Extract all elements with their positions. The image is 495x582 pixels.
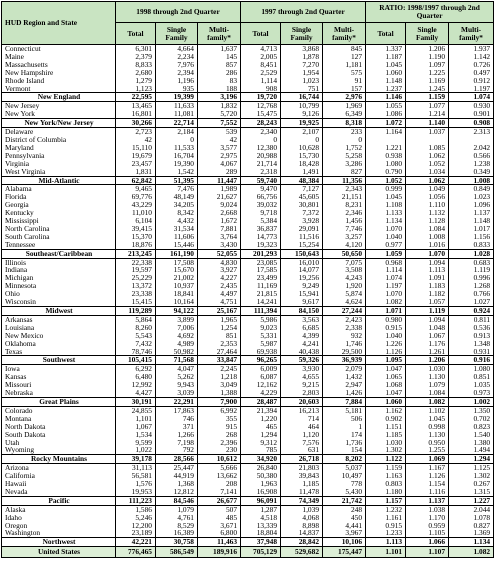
state-values-col-1: 17,508 15,670 21,002 10,937 18,841 10,164 [156,258,198,306]
state-names: Arkansas Louisiana New Mexico Oklahoma Texas [2,315,116,356]
region-subtotal-value: 33,847 [198,356,241,365]
region-subtotal-value: 62,842 [116,176,156,185]
state-values-col-6: 1.337 1.187 1.045 1.060 1.148 1.237 [366,45,406,93]
state-values-col-8: 1.080 0.851 1.035 0.973 [449,365,494,398]
region-subtotal-value: 1.227 [449,496,494,505]
state-values-col-0: 22,338 19,597 25,229 13,372 23,338 15,415 [116,258,156,306]
state-names: Colorado Montana North Dakota South Dakota Utah Wyoming [2,406,116,454]
region-subtotal-value: 1.066 [406,538,449,547]
region-subtotal-value: 59,740 [241,176,281,185]
state-values-col-3: 2,340 0 12,380 20,988 21,714 2,318 [241,128,281,176]
region-subtotal-row [2,538,494,547]
col-header-total: Total [241,23,281,45]
state-values-col-7: 1.094 1.113 1.091 1.183 1.182 1.057 [406,258,449,306]
state-names: Alaska Idaho Oregon Washington [2,505,116,538]
region-subtotal-value: 59,326 [281,356,323,365]
region-subtotal-value: 119,289 [116,307,156,316]
state-values-col-3: 12,768 15,475 [241,102,281,119]
region-subtotal-value: 21,742 [323,496,366,505]
col-header-total: Total [366,23,406,45]
region-name: Midwest [2,307,116,316]
state-values-col-2: 1,832 5,720 [198,102,241,119]
region-subtotal-value: 1.060 [366,397,406,406]
state-values-col-7: 1.077 1.214 [406,102,449,119]
region-subtotal-value: 1.157 [366,496,406,505]
region-subtotal-value: 34,920 [241,455,281,464]
state-names: Delaware District of Columbia Maryland Pennsylvania Virginia West Virginia [2,128,116,176]
state-values-col-8: 2.313 2.042 0.566 1.238 0.349 [449,128,494,176]
state-rows [2,185,494,249]
state-names: New Jersey New York [2,102,116,119]
state-values-col-0: 31,113 56,581 1,576 19,953 [116,464,156,497]
region-subtotal-value: 7,884 [323,397,366,406]
state-values-col-6: 1.055 1.086 [366,102,406,119]
state-values-col-4: 21,803 39,843 1,185 11,478 [281,464,323,497]
region-subtotal-value: 1.146 [366,93,406,102]
state-values-col-3: 1,287 4,518 13,339 18,804 [241,505,281,538]
state-values-col-8: 2.044 1.078 0.827 1.369 [449,505,494,538]
region-name: Southeast/Caribbean [2,249,116,258]
region-subtotal-value: 1.052 [366,176,406,185]
state-values-col-0: 6,301 2,379 8,833 2,680 1,279 1,123 [116,45,156,93]
region-subtotal-row [2,119,494,128]
state-values-col-3: 21,394 1,220 465 1,294 9,312 785 [241,406,281,454]
state-values-col-6: 1.162 0.902 1.151 1.185 1.030 1.302 [366,406,406,454]
region-subtotal-value: 105,415 [116,356,156,365]
region-subtotal-value: 1.134 [449,538,494,547]
region-subtotal-value: 8,318 [323,119,366,128]
state-values-col-3: 6,009 6,087 12,162 4,229 [241,365,281,398]
housing-permits-table [1,1,494,558]
region-subtotal-row [2,93,494,102]
region-subtotal-value: 36,939 [323,356,366,365]
region-subtotal-value: 1.159 [406,93,449,102]
col-header-single-family: Single Family [156,23,198,45]
region-subtotal-value: 52,055 [198,249,241,258]
state-values-col-3: 5,986 9,023 5,331 5,987 69,938 [241,315,281,356]
state-values-col-2: 6,992 355 915 268 2,396 230 [198,406,241,454]
region-subtotal-value: 84,150 [281,307,323,316]
state-values-col-1: 4,047 5,262 9,943 3,039 [156,365,198,398]
state-names: Alabama Florida Georgia Kentucky Mississippi North Carolina South Carolina Tennessee [2,185,116,249]
region-subtotal-value: 28,487 [241,397,281,406]
state-values-col-0: 24,855 1,101 1,067 1,534 9,599 1,022 [116,406,156,454]
national-total-value: 705,129 [241,547,281,558]
col-header-multi-family: Multi-family* [323,23,366,45]
region-subtotal-value: 1.137 [406,496,449,505]
state-values-col-2: 507 485 3,671 6,800 [198,505,241,538]
region-subtotal-value: 39,178 [116,455,156,464]
region-subtotal-value: 19,720 [241,93,281,102]
region-subtotal-value: 1.113 [366,538,406,547]
region-subtotal-value: 1.074 [449,93,494,102]
state-values-col-0: 9,465 69,776 43,229 11,010 6,104 39,415 15,370 18,876 [116,185,156,249]
region-subtotal-value: 1.008 [449,176,494,185]
state-rows [2,365,494,398]
state-values-col-7: 1.102 1.045 0.998 1.130 0.950 1.255 [406,406,449,454]
state-values-col-0: 6,292 6,480 12,992 4,427 [116,365,156,398]
state-values-col-6: 1.164 1.221 0.938 1.080 0.790 [366,128,406,176]
region-subtotal-value: 26,677 [198,496,241,505]
region-subtotal-value: 51,395 [156,176,198,185]
group-header-1997: 1997 through 2nd Quarter [241,2,366,23]
region-subtotal-value: 1.206 [406,356,449,365]
region-subtotal-row [2,455,494,464]
state-values-col-8: 1.125 1.302 0.267 1.315 [449,464,494,497]
region-subtotal-value: 11,447 [198,176,241,185]
state-values-col-6: 1.047 1.065 1.068 1.047 [366,365,406,398]
region-subtotal-value: 1.140 [406,119,449,128]
state-values-col-5: 5,181 506 1 174 1,736 154 [323,406,366,454]
state-values-col-4: 3,868 1,878 7,270 1,954 1,023 751 [281,45,323,93]
region-subtotal-value: 1.069 [406,455,449,464]
region-subtotal-row [2,397,494,406]
region-subtotal-value: 71,568 [156,356,198,365]
state-rows [2,315,494,356]
region-subtotal-value: 7,552 [198,119,241,128]
national-total-value: 1.082 [449,547,494,558]
state-values-col-6: 0.999 1.045 1.108 1.133 1.134 1.070 1.040 0.977 [366,185,406,249]
state-values-col-7: 1.037 1.085 1.062 1.052 1.034 [406,128,449,176]
state-values-col-4: 7,127 45,605 30,801 7,372 3,928 29,091 11,516 15,254 [281,185,323,249]
state-values-col-5: 248 450 4,441 3,967 [323,505,366,538]
state-values-col-7: 1.030 1.130 1.079 1.084 [406,365,449,398]
region-subtotal-value: 10,106 [323,538,366,547]
region-subtotal-value: 7,900 [198,397,241,406]
state-names: Illinois Indiana Michigan Minnesota Ohio Wisconsin [2,258,116,306]
region-subtotal-value: 1.062 [406,176,449,185]
region-subtotal-row [2,307,494,316]
state-values-col-5: 5,037 10,497 778 5,430 [323,464,366,497]
state-values-col-7: 1.038 1.170 0.959 1.105 [406,505,449,538]
state-values-col-1: 3,899 7,006 4,692 4,989 50,982 [156,315,198,356]
state-values-col-6: 0.980 0.915 1.040 1.226 1.126 [366,315,406,356]
region-subtotal-row [2,356,494,365]
state-values-col-3: 4,713 2,005 8,451 2,529 1,114 908 [241,45,281,93]
state-values-col-8: 1.350 0.702 0.823 1.540 1.380 1.494 [449,406,494,454]
state-values-col-6: 1.159 1.163 0.803 1.180 [366,464,406,497]
region-name: New York/New Jersey [2,119,116,128]
state-values-col-7: 1.167 1.126 1.154 1.116 [406,464,449,497]
state-values-col-5: 1,969 6,349 [323,102,366,119]
state-names: Connecticut Maine Massachusetts New Hampshire Rhode Island Vermont [2,45,116,93]
region-subtotal-value: 19,399 [156,93,198,102]
region-subtotal-value: 213,245 [116,249,156,258]
region-subtotal-value: 1.070 [406,249,449,258]
state-values-col-7: 1.049 1.056 1.110 1.132 1.128 1.084 1.008 1.016 [406,185,449,249]
state-values-col-0: 1,586 5,246 12,200 23,189 [116,505,156,538]
region-name: Mid-Atlantic [2,176,116,185]
state-names: Arizona California Hawaii Nevada [2,464,116,497]
national-total-value: 1.101 [366,547,406,558]
region-subtotal-value: 22,595 [116,93,156,102]
state-values-col-4: 16,010 14,077 19,256 9,249 15,941 9,617 [281,258,323,306]
state-values-col-3: 23,085 17,585 23,499 11,169 21,815 14,241 [241,258,281,306]
state-values-col-2: 5,666 13,662 208 7,141 [198,464,241,497]
region-subtotal-value: 96,265 [241,356,281,365]
state-rows [2,45,494,93]
region-subtotal-value: 27,244 [323,307,366,316]
region-subtotal-value: 1.028 [449,249,494,258]
region-subtotal-value: 22,714 [156,119,198,128]
group-header-ratio: RATIO: 1998/1997 through 2nd Quarter [366,2,494,23]
col-header-single-family: Single Family [406,23,449,45]
state-values-col-2: 539 42 3,577 2,975 4,067 289 [198,128,241,176]
region-subtotal-value: 1.294 [449,455,494,464]
state-values-col-5: 845 127 1,181 575 91 157 [323,45,366,93]
region-subtotal-value: 74,349 [281,496,323,505]
region-subtotal-value: 26,718 [281,455,323,464]
region-subtotal-value: 2,976 [323,93,366,102]
state-values-col-2: 4,830 3,927 4,227 2,435 4,497 4,751 [198,258,241,306]
region-subtotal-value: 50,650 [323,249,366,258]
state-values-col-4: 2,107 0 10,628 15,730 18,428 1,491 [281,128,323,176]
state-values-col-8: 0.683 1.119 0.996 1.268 0.766 1.027 [449,258,494,306]
region-subtotal-value: 19,925 [281,119,323,128]
region-subtotal-value: 1.059 [366,249,406,258]
region-subtotal-value: 161,190 [156,249,198,258]
region-subtotal-value: 11,463 [198,538,241,547]
national-total-value: 776,465 [116,547,156,558]
national-total-value: 529,682 [281,547,323,558]
state-rows [2,102,494,119]
state-values-col-7: 1.206 1.190 1.097 1.225 1.169 1.245 [406,45,449,93]
state-rows [2,128,494,176]
state-values-col-1: 7,476 48,149 34,205 8,342 4,432 31,534 11,606 15,446 [156,185,198,249]
state-names: Iowa Kansas Missouri Nebraska [2,365,116,398]
col-header-multi-family: Multi-family* [198,23,241,45]
region-subtotal-row [2,176,494,185]
region-name: Pacific [2,496,116,505]
state-values-col-1: 11,633 11,081 [156,102,198,119]
state-values-col-5: 2,423 2,338 932 1,746 29,500 [323,315,366,356]
region-subtotal-value: 28,243 [241,119,281,128]
region-subtotal-value: 1.095 [366,356,406,365]
national-total-value: 189,916 [198,547,241,558]
region-name: New England [2,93,116,102]
region-subtotal-value: 30,266 [116,119,156,128]
state-values-col-4: 3,563 6,685 4,399 4,241 40,438 [281,315,323,356]
region-subtotal-value: 96,091 [241,496,281,505]
housing-permits-table-container [1,1,493,558]
state-values-col-0: 2,723 42 15,110 19,679 23,457 1,831 [116,128,156,176]
region-subtotal-value: 42,221 [116,538,156,547]
region-subtotal-value: 150,643 [281,249,323,258]
header-row-groups [2,2,494,23]
state-values-col-0: 5,864 8,260 5,543 7,432 78,746 [116,315,156,356]
state-values-col-7: 1.094 1.048 1.067 1.176 1.261 [406,315,449,356]
national-total-label: United States [2,547,116,558]
state-values-col-1: 25,447 44,919 1,368 12,812 [156,464,198,497]
region-subtotal-row [2,496,494,505]
region-name: Southwest [2,356,116,365]
region-subtotal-value: 11,356 [323,176,366,185]
region-subtotal-value: 10,612 [198,455,241,464]
region-subtotal-value: 3,196 [198,93,241,102]
region-name: Great Plains [2,397,116,406]
state-values-col-6: 1.232 1.161 0.915 1.233 [366,505,406,538]
region-subtotal-value: 1.071 [366,307,406,316]
state-values-col-2: 1,965 1,254 851 2,353 27,464 [198,315,241,356]
state-values-col-2: 1,989 21,627 9,024 2,668 1,672 7,881 3,764 3,430 [198,185,241,249]
state-values-col-3: 9,470 66,756 39,032 9,718 5,384 36,837 14,773 19,323 [241,185,281,249]
state-rows [2,505,494,538]
national-total-value: 175,447 [323,547,366,558]
region-subtotal-value: 1.122 [366,455,406,464]
region-subtotal-value: 8,202 [323,455,366,464]
region-subtotal-value: 22,291 [156,397,198,406]
state-values-col-1: 2,184 0 11,533 16,704 19,390 1,542 [156,128,198,176]
region-subtotal-value: 25,167 [198,307,241,316]
region-name: Rocky Mountains [2,455,116,464]
region-subtotal-value: 84,546 [156,496,198,505]
region-subtotal-value: 30,758 [156,538,198,547]
region-subtotal-value: 30,191 [116,397,156,406]
region-subtotal-value: 94,122 [156,307,198,316]
region-column-header: HUD Region and State [2,2,116,45]
group-header-1998: 1998 through 2nd Quarter [116,2,241,23]
state-values-col-8: 1.937 1.142 0.726 0.497 0.912 1.197 [449,45,494,93]
region-subtotal-value: 0.924 [449,307,494,316]
region-subtotal-value: 48,384 [281,176,323,185]
region-subtotal-value: 111,394 [241,307,281,316]
state-values-col-3: 26,840 50,380 1,963 16,908 [241,464,281,497]
region-subtotal-value: 28,842 [281,538,323,547]
region-subtotal-value: 0.916 [449,356,494,365]
state-values-col-0: 13,465 16,801 [116,102,156,119]
state-values-col-4: 10,799 9,126 [281,102,323,119]
state-values-col-1: 1,079 4,761 8,529 16,389 [156,505,198,538]
region-subtotal-value: 20,603 [281,397,323,406]
region-subtotal-value: 1.002 [449,397,494,406]
state-values-col-5: 2,079 1,432 2,947 1,426 [323,365,366,398]
state-rows [2,464,494,497]
state-values-col-8: 0.930 0.901 [449,102,494,119]
region-subtotal-row [2,249,494,258]
state-values-col-6: 0.968 1.114 1.074 1.197 1.070 1.082 [366,258,406,306]
region-subtotal-value: 1.119 [406,307,449,316]
state-rows [2,406,494,454]
region-subtotal-value: 16,744 [281,93,323,102]
state-values-col-5: 7,075 3,508 4,243 1,920 5,874 4,624 [323,258,366,306]
state-values-col-8: 0.811 0.536 0.913 1.348 0.931 [449,315,494,356]
state-values-col-1: 17,863 746 371 1,266 7,198 792 [156,406,198,454]
region-subtotal-value: 111,223 [116,496,156,505]
state-values-col-8: 0.849 1.023 1.096 1.137 1.148 1.017 1.156 0.833 [449,185,494,249]
col-header-total: Total [116,23,156,45]
state-values-col-1: 4,664 2,234 7,976 2,394 1,196 935 [156,45,198,93]
state-values-col-4: 3,930 4,655 9,215 2,803 [281,365,323,398]
state-values-col-2: 2,245 1,218 3,049 1,388 [198,365,241,398]
state-rows [2,258,494,306]
state-values-col-5: 233 0 1,752 5,258 3,286 827 [323,128,366,176]
col-header-single-family: Single Family [281,23,323,45]
state-values-col-4: 1,039 4,068 8,898 14,837 [281,505,323,538]
region-subtotal-value: 1.072 [366,119,406,128]
state-values-col-2: 1,637 145 857 286 83 188 [198,45,241,93]
national-total-value: 586,549 [156,547,198,558]
state-values-col-4: 16,213 714 464 1,120 7,576 631 [281,406,323,454]
region-name: Northwest [2,538,116,547]
region-subtotal-value: 1.082 [406,397,449,406]
region-subtotal-value: 201,293 [241,249,281,258]
national-total-value: 1.107 [406,547,449,558]
region-subtotal-value: 0.908 [449,119,494,128]
region-subtotal-value: 37,948 [241,538,281,547]
state-values-col-5: 2,343 21,151 8,231 2,346 1,456 7,746 3,257 4,120 [323,185,366,249]
national-total-row [2,547,494,558]
col-header-multi-family: Multi-family* [449,23,494,45]
region-subtotal-value: 28,566 [156,455,198,464]
table-body [2,45,494,558]
